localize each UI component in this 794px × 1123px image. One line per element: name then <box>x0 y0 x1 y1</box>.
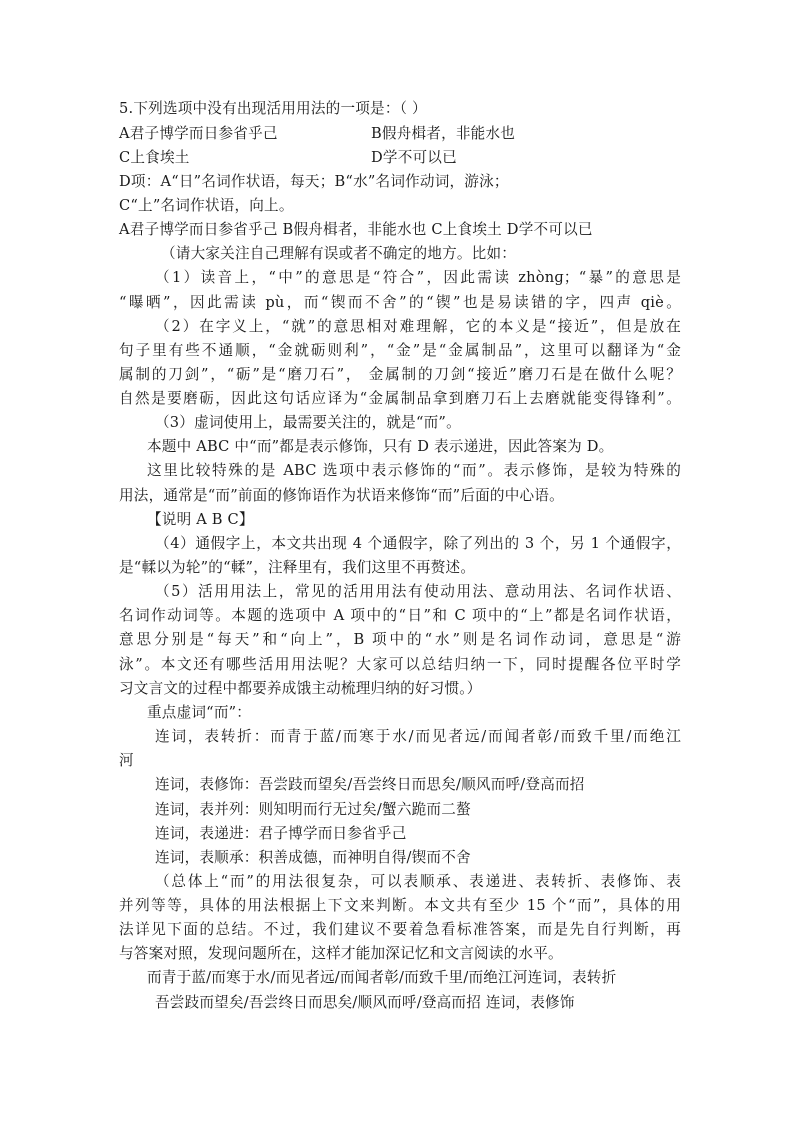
keyword-zhuanzhe-line2: 河 <box>119 752 134 769</box>
keyword-summary-line1: （总体上“而”的用法很复杂，可以表顺承、表递进、表转折、表修饰、表 <box>155 873 681 890</box>
keyword-recap-line1: 而青于蓝/而寒于水/而见者远/而闻者彰/而致千里/而绝江河连词，表转折 <box>147 969 617 986</box>
explanation-label: 【说明 A B C】 <box>147 511 254 528</box>
analysis-p3-line2: 这里比较特殊的是 ABC 选项中表示修饰的“而”。表示修饰，是较为特殊的 <box>147 462 681 479</box>
keyword-summary-line4: 与答案对照，发现问题所在，这样才能加深记忆和文言阅读的水平。 <box>119 945 563 962</box>
analysis-p5-line2: 名词作动词等。本题的选项中 A 项中的“日”和 C 项中的“上”都是名词作状语， <box>119 607 681 624</box>
keyword-dijin: 连词，表递进：君子博学而日参省乎己 <box>155 825 407 842</box>
question-stem: 5.下列选项中没有出现活用用法的一项是：（ ） <box>119 100 427 117</box>
keyword-recap-line2: 吾尝跂而望矣/吾尝终日而思矣/顺风而呼/登高而招 连词，表修饰 <box>155 994 575 1011</box>
keyword-shuncheng: 连词，表顺承：积善成德，而神明自得/锲而不舍 <box>155 849 471 866</box>
analysis-p3-line1: （3）虚词使用上，最需要关注的，就是“而”。 <box>155 414 461 431</box>
analysis-p3-answer: 本题中 ABC 中“而”都是表示修饰，只有 D 表示递进，因此答案为 D。 <box>147 438 614 455</box>
keyword-zhuanzhe-line1: 连词，表转折：而青于蓝/而寒于水/而见者远/而闻者彰/而致千里/而绝江 <box>155 728 681 745</box>
analysis-p5-line5: 习文言文的过程中都要养成饿主动梳理归纳的好习惯。） <box>119 680 482 697</box>
keyword-binglie: 连词，表并列：则知明而行无过矣/蟹六跪而二螯 <box>155 801 471 818</box>
keyword-summary-line3: 法详见下面的总结。不过，我们建议不要着急看标准答案，而是先自行判断，再 <box>119 921 681 938</box>
analysis-p2-line3: 属制的刀剑”，“砺”是“磨刀石”， 金属制的刀剑“接近”磨刀石是在做什么呢？ <box>119 366 681 383</box>
options-repeat: A君子博学而日参省乎己 B假舟楫者，非能水也 C上食埃土 D学不可以已 <box>119 221 593 238</box>
analysis-p2-line4: 自然是要磨砺，因此这句话应译为“金属制品拿到磨刀石上去磨就能变得锋利”。 <box>119 390 681 407</box>
option-b: B假舟楫者，非能水也 <box>371 125 516 142</box>
analysis-p2-line1: （2）在字义上，“就”的意思相对难理解，它的本义是“接近”，但是放在 <box>155 318 681 335</box>
option-a: A君子博学而日参省乎己 <box>119 125 278 142</box>
analysis-intro: （请大家关注自己理解有误或者不确定的地方。比如： <box>161 245 517 262</box>
analysis-p3-line3: 用法，通常是“而”前面的修饰语作为状语来修饰“而”后面的中心语。 <box>119 487 564 504</box>
analysis-p5-line3: 意思分别是“每天”和“向上”，B 项中的“水”则是名词作动词，意思是“游 <box>119 631 681 648</box>
keyword-xiushi: 连词，表修饰：吾尝跂而望矣/吾尝终日而思矣/顺风而呼/登高而招 <box>155 776 585 793</box>
option-c: C上食埃土 <box>119 149 190 166</box>
option-d: D学不可以已 <box>371 149 457 166</box>
analysis-p2-line2: 句子里有些不通顺，“金就砺则利”，“金”是“金属制品”，这里可以翻译为“金 <box>119 342 681 359</box>
analysis-p4-line2: 是“輮以为轮”的“輮”，注释里有，我们这里不再赘述。 <box>119 559 476 576</box>
analysis-p1-line1: （1）读音上，“中”的意思是“符合”，因此需读 zhònɡ；“暴”的意思是 <box>155 269 681 286</box>
answer-note-2: C“上”名词作状语，向上。 <box>119 197 294 214</box>
answer-note-1: D项：A“日”名词作状语，每天；B“水”名词作动词，游泳； <box>119 173 509 190</box>
analysis-p5-line4: 泳”。本文还有哪些活用用法呢？大家可以总结归纳一下，同时提醒各位平时学 <box>119 656 681 673</box>
keyword-summary-line2: 并列等等，具体的用法根据上下文来判断。本文共有至少 15 个“而”，具体的用 <box>119 897 681 914</box>
keyword-title: 重点虚词“而”： <box>147 704 252 721</box>
analysis-p4-line1: （4）通假字上，本文共出现 4 个通假字，除了列出的 3 个，另 1 个通假字， <box>155 535 681 552</box>
option-row-ab <box>119 124 681 144</box>
analysis-p5-line1: （5）活用用法上，常见的活用用法有使动用法、意动用法、名词作状语、 <box>155 583 681 600</box>
option-row-cd <box>119 148 681 168</box>
analysis-p1-line2: “曝晒”，因此需读 pù，而“锲而不舍”的“锲”也是易读错的字，四声 qiè。 <box>119 294 681 311</box>
